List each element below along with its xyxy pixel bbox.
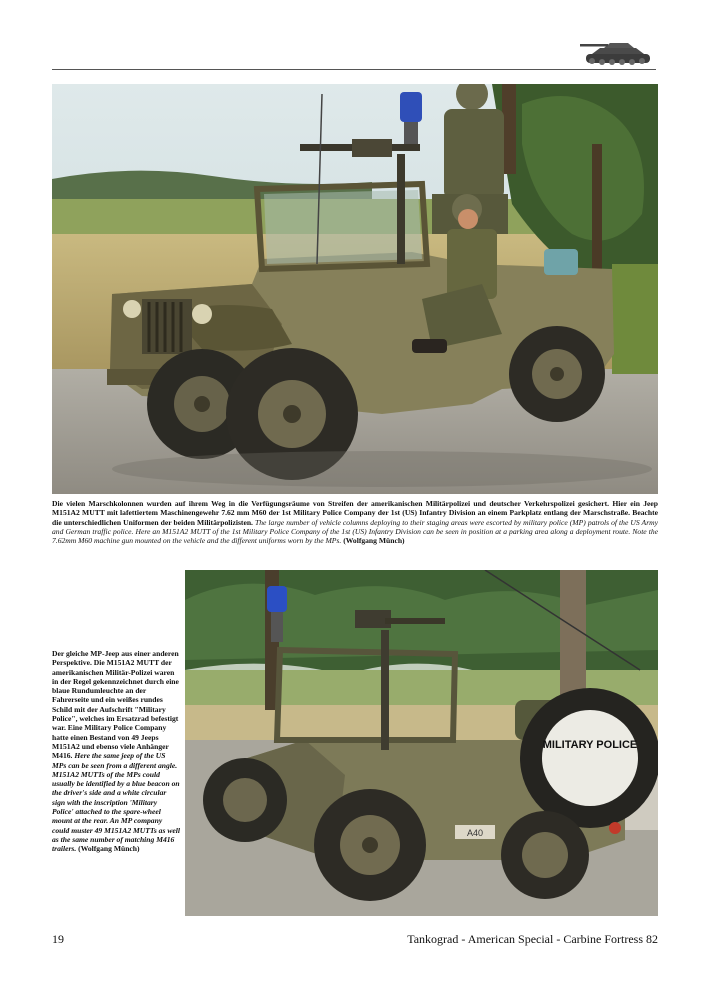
- license-plate: A40: [466, 828, 484, 838]
- photo-jeep-rear: [185, 570, 658, 916]
- caption-side-photo: [52, 649, 180, 854]
- page-number: 19: [52, 932, 64, 946]
- header-rule: [52, 69, 656, 70]
- m151a2-jeep-rear-photo-icon: [185, 570, 658, 916]
- photo-jeep-front: [52, 84, 658, 494]
- caption-side-credit: (Wolfgang Münch): [78, 844, 140, 854]
- caption-top-photo: [52, 499, 658, 545]
- publication-title: Tankograd - American Special - Carbine Fortress 82: [407, 932, 658, 946]
- caption-side-english: Here the same jeep of the US MPs can be seen from a different angle. M151A2 MUTTs of the MPs could usually be identified by a blue beacon on the driver's side and a white circular sign with the inscription 'Military Police' attached to the spare-wheel mount at the rear. An MP company could muster 49 M151A2 MUTTs as well as the same number of matching M416 trailers.: [52, 751, 180, 854]
- caption-side-german: Der gleiche MP-Jeep aus einer anderen Perspektive. Die M151A2 MUTT der amerikanischen Militär-Polizei waren in der Regel gekennzeichnet durch eine blaue Rundumleuchte an der Fahrerseite und ein weißes rundes Schild mit der Aufschrift "Military Police", welches im Ersatzrad befestigt war. Eine Military Police Company hatte einen Bestand von 49 Jeeps M151A2 und ebenso viele Anhänger M416.: [52, 649, 179, 761]
- m151a2-jeep-photo-icon: [52, 84, 658, 494]
- tank-icon: [578, 40, 658, 70]
- caption-top-german: Die vielen Marschkolonnen wurden auf ihrem Weg in die Verfügungsräume von Streifen der amerikanischen Militärpolizei und deutscher Verkehrspolizei gesichert. Hier ein Jeep M151A2 MUTT mit lafettiertem Maschinengewehr 7.62 mm M60 der 1st Military Police Company der 1st (US) Infantry Division an einem Parkplatz entlang der Marschstraße. Beachte die unterschiedlichen Uniformen der beiden Militärpolizisten.: [52, 499, 658, 527]
- caption-top-credit: (Wolfgang Münch): [343, 536, 405, 546]
- caption-top-english: The large number of vehicle columns deploying to their staging areas were escorted by military police (MP) patrols of the US Army and German traffic police. Here an M151A2 MUTT of the 1st Military Police Company of the 1st (US) Infantry Division can be seen in position at a parking area along a deployment route. Note the 7.62mm M60 machine gun mounted on the vehicle and the different uniforms worn by the MPs.: [52, 517, 659, 546]
- spare-wheel-sign: MILITARY POLICE: [542, 739, 638, 751]
